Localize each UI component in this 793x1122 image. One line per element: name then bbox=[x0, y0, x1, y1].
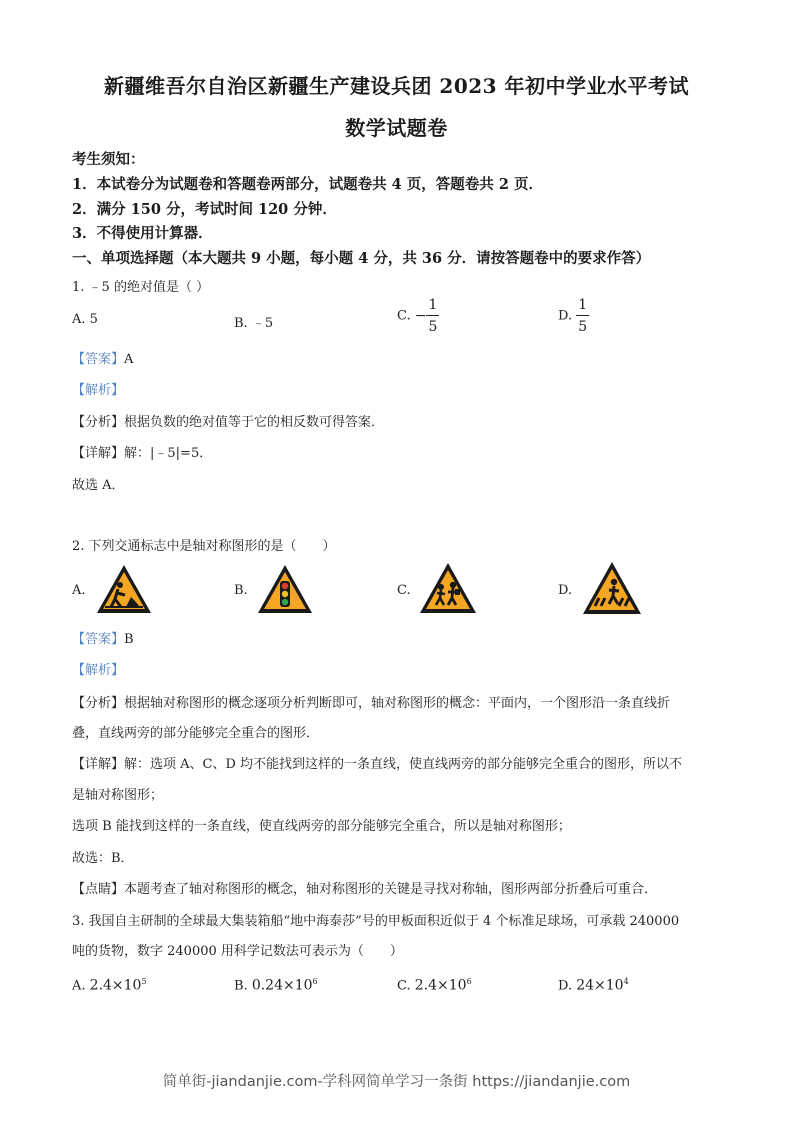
xiangjie-text: 解：选项 A、C、D 均不能找到这样的一条直线，使直线两旁的部分能够完全重合的图形，所以不 bbox=[124, 757, 683, 772]
option-base: 2.4×10 bbox=[89, 977, 142, 994]
option-exponent: 6 bbox=[466, 977, 472, 986]
option-value: 5 bbox=[89, 312, 98, 327]
option-exponent: 4 bbox=[623, 977, 629, 986]
xiangjie-label: 【详解】 bbox=[72, 446, 125, 461]
dianjing-label: 【点睛】 bbox=[72, 882, 125, 897]
question-2-dianjing bbox=[72, 878, 657, 897]
notice-item-2: 2．满分 150 分，考试时间 120 分钟． bbox=[72, 201, 337, 218]
numerator: 1 bbox=[426, 298, 439, 316]
fenxi-text: 根据负数的绝对值等于它的相反数可得答案． bbox=[124, 415, 385, 430]
question-2-option-c-label: C. bbox=[397, 583, 411, 598]
question-3-stem: 3. 我国自主研制的全球最大集装箱船“地中海泰莎”号的甲板面积近似于 4 个标准足球场，可承载 240000 bbox=[72, 914, 680, 929]
answer-value: B bbox=[124, 632, 134, 647]
children-crossing-sign-icon bbox=[418, 561, 478, 615]
section-heading: 一、单项选择题（本大题共 9 小题，每小题 4 分，共 36 分．请按答题卷中的要求作答） bbox=[72, 250, 651, 267]
question-2-fenxi bbox=[72, 692, 670, 711]
option-exponent: 6 bbox=[312, 977, 318, 986]
xiangjie-text: 解：|﹣5|=5． bbox=[124, 446, 213, 461]
question-2-option-a-label: A. bbox=[72, 583, 86, 598]
question-2-xiangjie bbox=[72, 753, 682, 772]
traffic-light-sign-icon bbox=[256, 563, 314, 615]
answer-label: 【答案】 bbox=[72, 632, 125, 647]
question-2-option-d-label: D. bbox=[558, 583, 573, 598]
question-3-option-c bbox=[397, 977, 472, 993]
question-1-option-b bbox=[234, 312, 273, 331]
question-2-fenxi-cont: 叠，直线两旁的部分能够完全重合的图形． bbox=[72, 726, 320, 741]
option-label: B. bbox=[234, 316, 252, 331]
question-2-analysis-label: 【解析】 bbox=[72, 663, 125, 678]
option-exponent: 5 bbox=[141, 977, 147, 986]
xiangjie-label: 【详解】 bbox=[72, 757, 125, 772]
question-1-stem: 1. ﹣5 的绝对值是（ ） bbox=[72, 280, 210, 295]
numerator: 1 bbox=[576, 298, 589, 316]
notice-item-1: 1．本试卷分为试题卷和答题卷两部分，试题卷共 4 页，答题卷共 2 页． bbox=[72, 176, 543, 193]
question-1-option-c bbox=[397, 298, 439, 334]
roadwork-sign-icon bbox=[95, 563, 153, 615]
question-2-answer bbox=[72, 628, 134, 647]
option-base: 24×10 bbox=[576, 977, 624, 994]
question-3-stem-cont: 吨的货物，数字 240000 用科学记数法可表示为（ ） bbox=[72, 944, 403, 959]
dianjing-text: 本题考查了轴对称图形的概念，轴对称图形的关键是寻找对称轴，图形两部分折叠后可重合． bbox=[124, 882, 658, 897]
question-1-fenxi bbox=[72, 411, 384, 430]
question-2-xiangjie-cont: 是轴对称图形； bbox=[72, 788, 164, 803]
question-3-option-b bbox=[234, 977, 318, 993]
question-1-answer bbox=[72, 348, 133, 367]
question-2-option-b-label: B. bbox=[234, 583, 248, 598]
exam-title: 新疆维吾尔自治区新疆生产建设兵团 2023 年初中学业水平考试 bbox=[103, 74, 690, 98]
exam-subtitle: 数学试题卷 bbox=[345, 116, 448, 140]
pedestrian-crossing-sign-icon bbox=[581, 560, 643, 616]
fenxi-label: 【分析】 bbox=[72, 415, 125, 430]
fraction bbox=[576, 298, 589, 334]
option-label: A. bbox=[72, 312, 90, 327]
notice-heading: 考生须知： bbox=[72, 151, 145, 168]
question-1-option-d bbox=[558, 298, 589, 334]
option-label: B. bbox=[234, 978, 252, 994]
option-label: D. bbox=[558, 308, 577, 324]
question-2-xiangjie-line3: 选项 B 能找到这样的一条直线，使直线两旁的部分能够完全重合，所以是轴对称图形； bbox=[72, 819, 571, 834]
question-1-analysis-label: 【解析】 bbox=[72, 383, 125, 398]
fenxi-label: 【分析】 bbox=[72, 696, 125, 711]
answer-value: A bbox=[124, 352, 134, 367]
minus-sign: − bbox=[414, 308, 427, 324]
option-label: C. bbox=[397, 978, 415, 994]
fraction bbox=[426, 298, 439, 334]
option-label: C. bbox=[397, 308, 415, 324]
denominator: 5 bbox=[428, 319, 438, 335]
option-value: ﹣5 bbox=[251, 316, 274, 331]
footer-watermark: 简单街-jiandanjie.com-学科网简单学习一条街 https://jiandanjie.com bbox=[162, 1074, 631, 1090]
fenxi-text: 根据轴对称图形的概念逐项分析判断即可，轴对称图形的概念：平面内，一个图形沿一条直线折 bbox=[124, 696, 671, 711]
denominator: 5 bbox=[578, 319, 588, 335]
option-base: 2.4×10 bbox=[414, 977, 467, 994]
option-label: D. bbox=[558, 978, 577, 994]
question-3-option-d bbox=[558, 977, 629, 993]
option-base: 0.24×10 bbox=[251, 977, 313, 994]
question-3-option-a bbox=[72, 977, 147, 993]
option-label: A. bbox=[72, 978, 90, 994]
question-2-conclusion: 故选：B． bbox=[72, 851, 134, 866]
question-2-stem: 2. 下列交通标志中是轴对称图形的是（ ） bbox=[72, 539, 336, 554]
answer-label: 【答案】 bbox=[72, 352, 125, 367]
question-1-xiangjie bbox=[72, 442, 212, 461]
notice-item-3: 3．不得使用计算器． bbox=[72, 225, 213, 242]
question-1-option-a bbox=[72, 312, 98, 327]
question-1-conclusion: 故选 A． bbox=[72, 478, 125, 493]
